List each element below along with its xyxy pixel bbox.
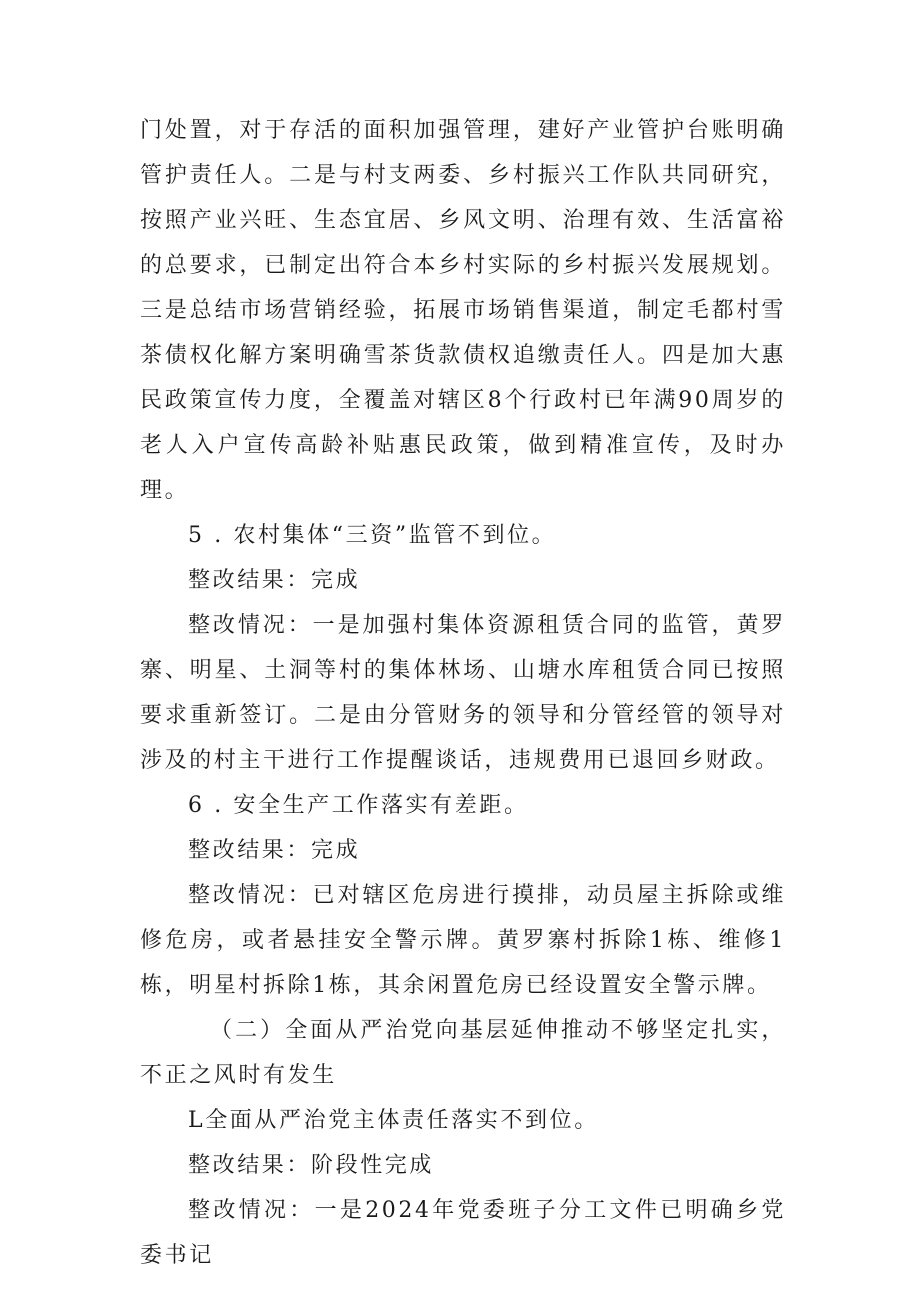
paragraph-continuation: 门处置，对于存活的面积加强管理，建好产业管护台账明确管护责任人。二是与村支两委、乡村振兴工作队共同研究，按照产业兴旺、生态宜居、乡风文明、治理有效、生活富裕的总要求，已制定出符合本乡村实际的乡村振兴发展规划。三是总结市场营销经验，拓展市场销售渠道，制定毛都村雪茶债权化解方案明确雪茶货款债权追缴责任人。四是加大惠民政策宣传力度，全覆盖对辖区8个行政村已年满90周岁的老人入户宣传高龄补贴惠民政策，做到精准宣传，及时办理。: [140, 118, 786, 503]
section-heading-2: （二）全面从严治党向基层延伸推动不够坚定扎实，不正之风时有发生: [140, 1018, 786, 1088]
item-heading-6: 6 . 安全生产工作落实有差距。: [188, 793, 529, 818]
rectification-result: 整改结果：完成: [188, 838, 361, 863]
rectification-status: 整改情况：一是加强村集体资源租赁合同的监管，黄罗寨、明星、土洞等村的集体林场、山塘水库租赁合同已按照要求重新签订。二是由分管财务的领导和分管经管的领导对涉及的村主干进行工作提醒谈话，违规费用已退回乡财政。: [140, 613, 786, 773]
item-heading-1: L全面从严治党主体责任落实不到位。: [188, 1108, 599, 1133]
rectification-status: 整改情况：一是2024年党委班子分工文件已明确乡党委书记: [140, 1198, 786, 1268]
item-heading-5: 5 . 农村集体“三资”监管不到位。: [188, 523, 557, 548]
document-body: [140, 108, 786, 1278]
rectification-result: 整改结果：完成: [188, 568, 361, 593]
rectification-result: 整改结果：阶段性完成: [188, 1153, 435, 1178]
rectification-status: 整改情况：已对辖区危房进行摸排，动员屋主拆除或维修危房，或者悬挂安全警示牌。黄罗寨村拆除1栋、维修1栋，明星村拆除1栋，其余闲置危房已经设置安全警示牌。: [140, 883, 786, 998]
